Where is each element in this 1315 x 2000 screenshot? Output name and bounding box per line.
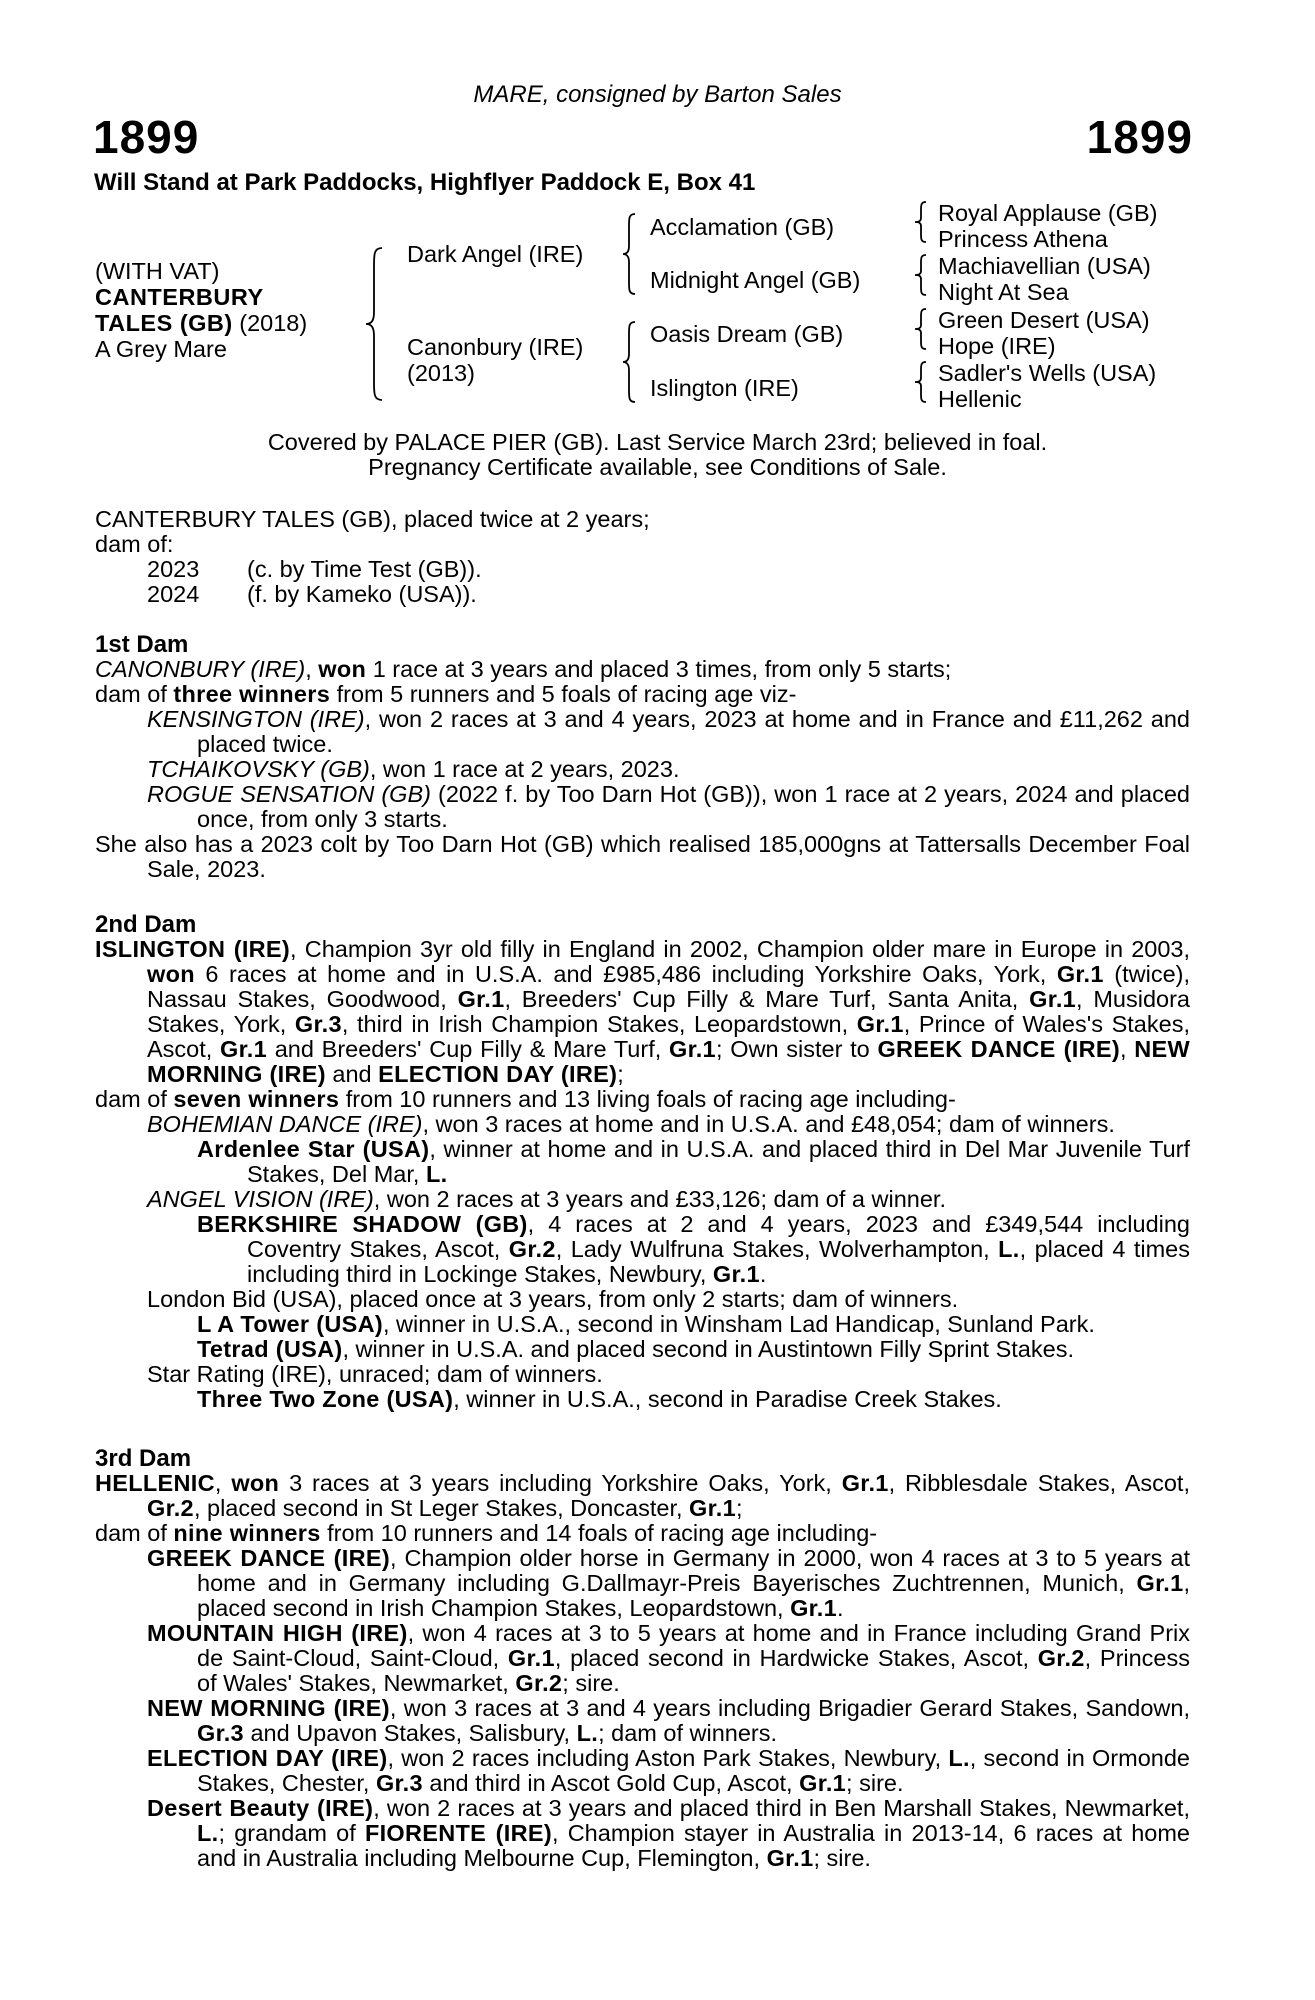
vat-note: (WITH VAT) — [95, 258, 220, 284]
text: , placed second in Irish Champion Stakes, Leopardstown, — [197, 1570, 1190, 1621]
text: dam of — [95, 681, 174, 707]
pedigree-dam-sire: Oasis Dream (GB) — [650, 321, 844, 347]
grade-label: L. — [425, 1161, 448, 1187]
won-label: won — [318, 656, 367, 682]
second-dam-heading: 2nd Dam — [95, 911, 197, 938]
foal-name: Ardenlee Star (USA) — [197, 1136, 430, 1162]
grade-label: Gr.1 — [669, 1036, 716, 1062]
text: , Musidora Stakes, York, — [147, 986, 1190, 1037]
foal-name: ROGUE SENSATION (GB) — [147, 781, 431, 807]
text: , Breeders' Cup Filly & Mare Turf, Santa Anita, — [504, 986, 1030, 1012]
pedigree-g7: Sadler's Wells (USA) — [938, 360, 1157, 386]
grade-label: Gr.1 — [457, 986, 505, 1012]
grade-label: Gr.1 — [689, 1495, 736, 1521]
text: and Upavon Stakes, Salisbury, — [243, 1720, 577, 1746]
produce-item — [95, 582, 1190, 607]
foal-name: BOHEMIAN DANCE (IRE) — [147, 1111, 423, 1137]
text: , Prince of Wales's Stakes, Ascot, — [147, 1011, 1190, 1062]
winners-count: seven winners — [173, 1086, 340, 1112]
text: dam of — [95, 1520, 174, 1546]
first-dam-section — [95, 632, 1190, 882]
text: 3 races at 3 years including Yorkshire Oaks, York, — [279, 1470, 842, 1496]
grandfoal-berkshire-shadow — [95, 1212, 1190, 1287]
grade-label: L. — [998, 1236, 1020, 1262]
second-dam-name: ISLINGTON (IRE) — [95, 936, 291, 962]
pedigree-sire: Dark Angel (IRE) — [407, 241, 584, 267]
text: , — [214, 1470, 232, 1496]
stabling-location: Will Stand at Park Paddocks, Highflyer Paddock E, Box 41 — [94, 169, 756, 196]
foal-text: , winner in U.S.A., second in Paradise Creek Stakes. — [453, 1386, 1002, 1412]
pedigree-g3: Machiavellian (USA) — [938, 253, 1151, 279]
grade-label: Gr.1 — [790, 1595, 838, 1621]
grade-label: Gr.1 — [1056, 961, 1104, 987]
grade-label: Gr.1 — [766, 1845, 814, 1871]
third-dam-heading: 3rd Dam — [95, 1445, 192, 1472]
foal-text: , won 3 races at home and in U.S.A. and £48,054; dam of winners. — [422, 1111, 1115, 1137]
foal-text: , winner in U.S.A. and placed second in Austintown Filly Sprint Stakes. — [342, 1336, 1074, 1362]
pedigree-brace-sire — [623, 212, 643, 296]
pedigree-g1: Royal Applause (GB) — [938, 200, 1158, 226]
text: , Champion 3yr old filly in England in 2002, Champion older mare in Europe in 2003, — [290, 936, 1190, 962]
first-dam-name: CANONBURY (IRE) — [95, 656, 306, 682]
text: from 5 runners and 5 foals of racing age viz- — [330, 681, 797, 707]
grade-label: Gr.2 — [515, 1670, 563, 1696]
grandfoal-la-tower — [95, 1312, 1190, 1337]
foal-text: , won 2 races at 3 and 4 years, 2023 at home and in France and £11,262 and placed twice. — [197, 706, 1190, 757]
grade-label: Gr.1 — [712, 1261, 760, 1287]
grade-label: Gr.1 — [799, 1770, 847, 1796]
grade-label: Gr.3 — [197, 1720, 244, 1746]
produce-year: 2024 — [147, 581, 200, 607]
grade-label: L. — [948, 1745, 970, 1771]
text: ; sire. — [846, 1770, 904, 1796]
pedigree-dam — [407, 334, 583, 386]
text: and — [325, 1061, 379, 1087]
text: , — [1120, 1036, 1135, 1062]
third-dam-record — [95, 1471, 1190, 1521]
text: . — [759, 1261, 767, 1287]
second-dam-section — [95, 912, 1190, 1412]
pedigree-dam-dam: Islington (IRE) — [650, 375, 799, 401]
foal-text: , won 2 races at 3 years and £33,126; dam of a winner. — [373, 1186, 946, 1212]
produce-text: (f. by Kameko (USA)). — [247, 581, 477, 607]
grade-label: Gr.2 — [508, 1236, 556, 1262]
winners-count: three winners — [173, 681, 331, 707]
first-dam-note: She also has a 2023 colt by Too Darn Hot (GB) which realised 185,000gns at Tattersalls December Foal Sale, 2023. — [95, 831, 1190, 882]
text: from 10 runners and 14 foals of racing age including- — [320, 1520, 878, 1546]
text: and Breeders' Cup Filly & Mare Turf, — [266, 1036, 669, 1062]
won-label: won — [231, 1470, 280, 1496]
foal-rogue-sensation — [95, 782, 1190, 832]
pedigree-g8: Hellenic — [938, 386, 1022, 412]
pedigree-dam-name: Canonbury (IRE) — [407, 334, 584, 360]
pedigree-grandparents-3 — [938, 307, 1150, 359]
pedigree-g5: Green Desert (USA) — [938, 307, 1150, 333]
foal-name: Desert Beauty (IRE) — [147, 1795, 374, 1821]
foal-london-bid: London Bid (USA), placed once at 3 years, from only 2 starts; dam of winners. — [147, 1286, 959, 1312]
foal-star-rating: Star Rating (IRE), unraced; dam of winners. — [147, 1361, 603, 1387]
produce-text: (c. by Time Test (GB)). — [247, 556, 482, 582]
text: , placed second in St Leger Stakes, Doncaster, — [193, 1495, 690, 1521]
text: ; — [735, 1495, 743, 1521]
foal-mountain-high — [95, 1621, 1190, 1696]
foal-name: KENSINGTON (IRE) — [147, 706, 365, 732]
pedigree-sire-dam: Midnight Angel (GB) — [650, 267, 861, 293]
foal-bohemian-dance — [95, 1112, 1190, 1137]
grade-label: L. — [197, 1820, 219, 1846]
foal-greek-dance — [95, 1546, 1190, 1621]
text: , Princess of Wales' Stakes, Newmarket, — [197, 1645, 1191, 1696]
text: , Champion older horse in Germany in 2000, won 4 races at 3 to 5 years at home and in Germany including G.Dallmayr-Preis Bayerisches Zuchtrennen, Munich, — [197, 1545, 1190, 1596]
text: , won 3 races at 3 and 4 years including Brigadier Gerard Stakes, Sandown, — [389, 1695, 1190, 1721]
sibling-name: GREEK DANCE (IRE) — [877, 1036, 1120, 1062]
foal-name: ELECTION DAY (IRE) — [147, 1745, 388, 1771]
foal-name: L A Tower (USA) — [197, 1311, 383, 1337]
foal-name: NEW MORNING (IRE) — [147, 1695, 390, 1721]
third-dam-section — [95, 1446, 1190, 1871]
grade-label: Gr.1 — [856, 1011, 904, 1037]
pedigree-dam-year: (2013) — [407, 360, 475, 386]
text: , placed second in Hardwicke Stakes, Ascot, — [554, 1645, 1038, 1671]
pedigree-brace-g2 — [914, 253, 930, 297]
foal-new-morning — [95, 1696, 1190, 1746]
text: dam of — [95, 1086, 174, 1112]
lot-number-left: 1899 — [93, 111, 200, 163]
first-dam-text: 1 race at 3 years and placed 3 times, from only 5 starts; — [366, 656, 952, 682]
horse-name-line1: CANTERBURY — [95, 284, 264, 310]
pedigree-brace-g4 — [914, 360, 930, 404]
text: from 10 runners and 13 living foals of racing age including- — [339, 1086, 956, 1112]
sibling-name: NEW MORNING (IRE) — [147, 1036, 1190, 1087]
grade-label: Gr.1 — [1136, 1570, 1184, 1596]
first-dam-damof — [95, 682, 1190, 707]
consignment-line: MARE, consigned by Barton Sales — [473, 81, 842, 108]
grade-label: Gr.2 — [1037, 1645, 1085, 1671]
text: ; sire. — [562, 1670, 620, 1696]
horse-description: A Grey Mare — [95, 336, 227, 362]
grandfoal-ardenlee-star — [95, 1137, 1190, 1187]
won-label: won — [147, 961, 195, 987]
first-dam-heading: 1st Dam — [95, 631, 189, 658]
foal-text: , winner at home and in U.S.A. and placed third in Del Mar Juvenile Turf Stakes, Del Mar, — [247, 1136, 1190, 1187]
pedigree-grandparents-4 — [938, 360, 1156, 412]
foal-text: , winner in U.S.A., second in Winsham Lad Handicap, Sunland Park. — [382, 1311, 1095, 1337]
foal-name: ANGEL VISION (IRE) — [147, 1186, 374, 1212]
grade-label: Gr.1 — [507, 1645, 555, 1671]
pedigree-brace-main — [366, 244, 390, 404]
text: , third in Irish Champion Stakes, Leopardstown, — [341, 1011, 857, 1037]
grandfoal-three-two-zone — [95, 1387, 1190, 1412]
text: , second in Ormonde Stakes, Chester, — [197, 1745, 1190, 1796]
grade-label: Gr.1 — [220, 1036, 267, 1062]
foal-angel-vision — [95, 1187, 1190, 1212]
grade-label: L. — [576, 1720, 599, 1746]
horse-foaling-year: (2018) — [232, 310, 308, 336]
pedigree-brace-g1 — [914, 200, 930, 244]
pedigree-brace-dam — [623, 320, 643, 404]
second-dam-record — [95, 937, 1190, 1087]
text: , Ribblesdale Stakes, Ascot, — [888, 1470, 1190, 1496]
produce-year: 2023 — [147, 556, 200, 582]
foal-kensington — [95, 707, 1190, 757]
horse-name-line2: TALES (GB) — [95, 310, 233, 336]
foal-name: MOUNTAIN HIGH (IRE) — [147, 1620, 408, 1646]
text: , placed 4 times including third in Lockinge Stakes, Newbury, — [247, 1236, 1190, 1287]
produce-item — [95, 557, 1190, 582]
text: , won 2 races including Aston Park Stakes, Newbury, — [387, 1745, 949, 1771]
produce-dam-of: dam of: — [95, 531, 174, 557]
text: , Lady Wulfruna Stakes, Wolverhampton, — [555, 1236, 999, 1262]
lot-number-right: 1899 — [1086, 111, 1193, 163]
foal-name: Tetrad (USA) — [197, 1336, 343, 1362]
text: . — [837, 1595, 844, 1621]
pedigree-sire-sire: Acclamation (GB) — [650, 214, 835, 240]
text: ; grandam of — [218, 1820, 365, 1846]
grandfoal-tetrad — [95, 1337, 1190, 1362]
pedigree-grandparents-2 — [938, 253, 1151, 305]
text: , won 2 races at 3 years and placed third in Ben Marshall Stakes, Newmarket, — [373, 1795, 1190, 1821]
foal-tchaikovsky — [95, 757, 1190, 782]
grade-label: Gr.2 — [147, 1495, 194, 1521]
produce-record — [95, 507, 1190, 607]
covered-line-2: Pregnancy Certificate available, see Conditions of Sale. — [368, 454, 947, 480]
text: and third in Ascot Gold Cup, Ascot, — [422, 1770, 800, 1796]
foal-text: (2022 f. by Too Darn Hot (GB)), won 1 race at 2 years, 2024 and placed once, from only 3 starts. — [197, 781, 1190, 832]
pedigree-g4: Night At Sea — [938, 279, 1069, 305]
text: , won 4 races at 3 to 5 years at home and in France including Grand Prix de Saint-Cloud, Saint-Cloud, — [197, 1620, 1190, 1671]
text: 6 races at home and in U.S.A. and £985,486 including Yorkshire Oaks, York, — [194, 961, 1057, 987]
produce-intro: CANTERBURY TALES (GB), placed twice at 2 years; — [95, 506, 650, 532]
text: ; sire. — [813, 1845, 871, 1871]
foal-desert-beauty — [95, 1796, 1190, 1871]
grandfoal-name: FIORENTE (IRE) — [364, 1820, 552, 1846]
grade-label: Gr.1 — [841, 1470, 889, 1496]
text: (twice), Nassau Stakes, Goodwood, — [147, 961, 1190, 1012]
pedigree-grandparents-1 — [938, 200, 1157, 252]
grade-label: Gr.3 — [294, 1011, 342, 1037]
foal-name: Three Two Zone (USA) — [197, 1386, 454, 1412]
sibling-name: ELECTION DAY (IRE) — [378, 1061, 618, 1087]
grade-label: Gr.3 — [375, 1770, 423, 1796]
pedigree-g2: Princess Athena — [938, 226, 1108, 252]
grade-label: Gr.1 — [1029, 986, 1077, 1012]
text: , 4 races at 2 and 4 years, 2023 and £349,544 including Coventry Stakes, Ascot, — [247, 1211, 1190, 1262]
foal-election-day — [95, 1746, 1190, 1796]
first-dam-line: CANONBURY (IRE), won 1 race at 3 years and placed 3 times, from only 5 starts; — [95, 656, 952, 682]
text: ; Own sister to — [715, 1036, 878, 1062]
foal-text: , won 1 race at 2 years, 2023. — [369, 756, 680, 782]
winners-count: nine winners — [173, 1520, 321, 1546]
text: ; — [617, 1061, 624, 1087]
third-dam-damof — [95, 1521, 1190, 1546]
foal-name: GREEK DANCE (IRE) — [147, 1545, 390, 1571]
covered-line-1: Covered by PALACE PIER (GB). Last Service March 23rd; believed in foal. — [267, 429, 1048, 455]
foal-name: BERKSHIRE SHADOW (GB) — [197, 1211, 528, 1237]
covered-note — [0, 430, 1315, 480]
text: , Champion stayer in Australia in 2013-14, 6 races at home and in Australia including Melbourne Cup, Flemington, — [197, 1820, 1190, 1871]
third-dam-name: HELLENIC — [95, 1470, 215, 1496]
foal-name: TCHAIKOVSKY (GB) — [147, 756, 370, 782]
pedigree-g6: Hope (IRE) — [938, 333, 1056, 359]
horse-identity — [95, 258, 307, 362]
text: ; dam of winners. — [598, 1720, 778, 1746]
pedigree-brace-g3 — [914, 307, 930, 351]
second-dam-damof — [95, 1087, 1190, 1112]
